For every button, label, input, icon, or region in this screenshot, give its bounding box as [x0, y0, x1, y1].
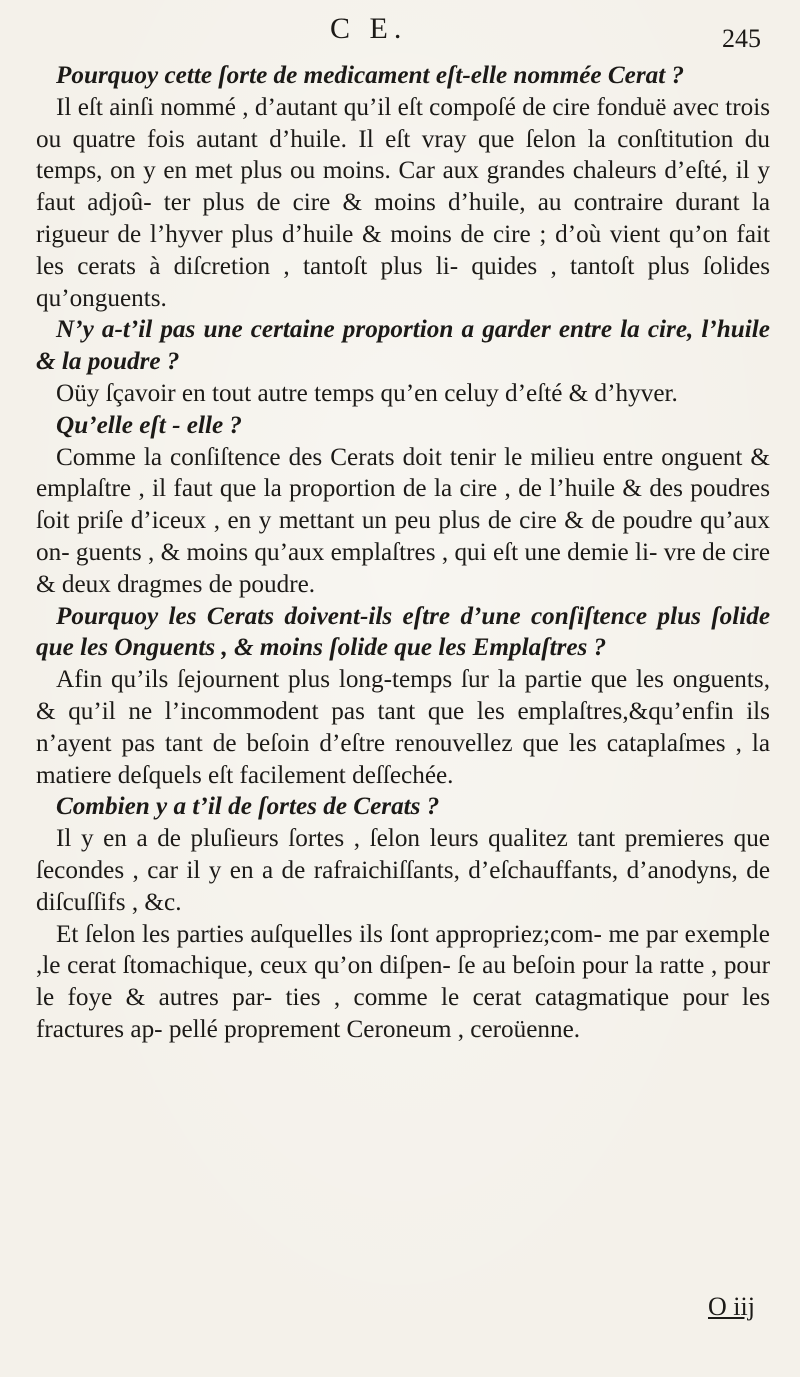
question-heading: Pourquoy les Cerats doivent-ils eſtre d’une conſiſtence plus ſolide que les Onguents , & moins ſolide que les Emplaſtres ?	[36, 602, 770, 662]
question-heading: Combien y a t’il de ſortes de Cerats ?	[56, 793, 440, 821]
question-heading: N’y a-t’il pas une certaine proportion a garder entre la cire, l’huile & la poudre ?	[36, 316, 770, 376]
running-head	[0, 12, 800, 52]
running-head-title: C E.	[330, 12, 408, 45]
page-number: 245	[722, 24, 761, 53]
body-text	[36, 60, 770, 1046]
answer-paragraph: Il eſt ainſi nommé , d’autant qu’il eſt compoſé de cire fonduë avec trois ou quatre fois autant d’huile. Il eſt vray que ſelon la conſtitution du temps, on y en met plus ou moins. Car aux grandes chaleurs d’eſté, il y faut adjoû- ter plus de cire & moins d’huile, au contraire durant la rigueur de l’hyver plus d’huile & moins de cire ; d’où vient qu’on fait les cerats à diſcretion , tantoſt plus li- quides , tantoſt plus ſolides qu’onguents.	[36, 93, 770, 312]
answer-paragraph: Et ſelon les parties auſquelles ils ſont appropriez;com- me par exemple ,le cerat ſtomachique, ceux qu’on diſpen- ſe au beſoin pour la ratte , pour le foye & autres par- ties , comme le cerat catagmatique pour les fractures ap- pellé proprement Ceroneum , ceroüenne.	[36, 920, 770, 1043]
answer-paragraph: Afin qu’ils ſejournent plus long-temps ſur la partie que les onguents, & qu’il ne l’incommodent pas tant que les emplaſtres,&qu’enfin ils n’ayent pas tant de beſoin d’eſtre renouvellez que les cataplaſmes , la matiere deſquels eſt facilement deſſechée.	[36, 666, 770, 789]
answer-paragraph: Comme la conſiſtence des Cerats doit tenir le milieu entre onguent & emplaſtre , il faut que la proportion de la cire , de l’huile & des poudres ſoit priſe d’iceux , en y mettant un peu plus de cire & de poudre qu’aux on- guents , & moins qu’aux emplaſtres , qui eſt une demie li- vre de cire & deux dragmes de poudre.	[36, 443, 770, 598]
question-heading: Qu’elle eſt - elle ?	[56, 411, 243, 439]
answer-paragraph: Il y en a de pluſieurs ſortes , ſelon leurs qualitez tant premieres que ſecondes , car il y en a de rafraichiſſants, d’eſchauffants, d’anodyns, de diſcuſſifs , &c.	[36, 825, 770, 916]
answer-paragraph: Oüy ſçavoir en tout autre temps qu’en celuy d’eſté & d’hyver.	[56, 379, 678, 407]
question-heading: Pourquoy cette ſorte de medicament eſt-elle nommée Cerat ?	[56, 62, 685, 89]
signature-mark: O iij	[708, 1292, 755, 1321]
